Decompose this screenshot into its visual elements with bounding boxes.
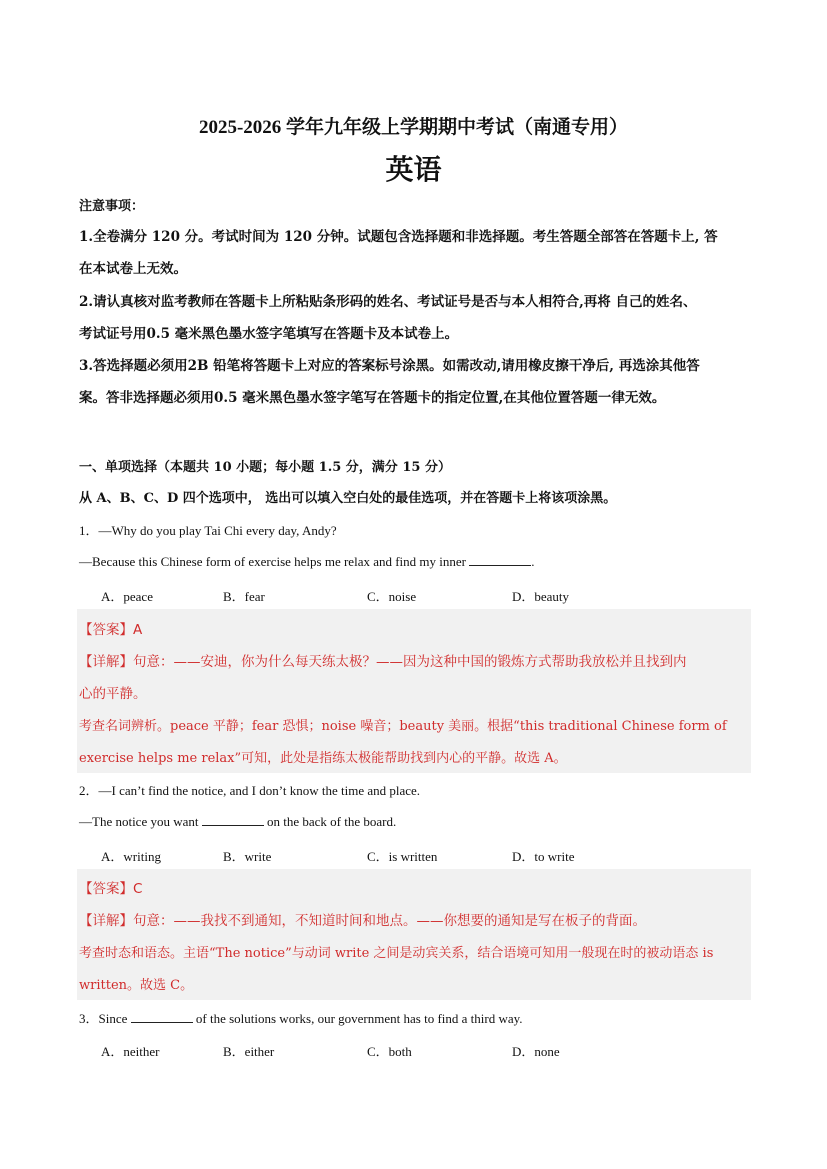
q1-detail-line1 bbox=[79, 650, 751, 670]
q1-option-b: B．fear bbox=[223, 589, 265, 604]
q2-prompt: 2．—I can’t find the notice, and I don’t know the time and place. bbox=[79, 783, 421, 798]
q2-option-b: B．write bbox=[223, 849, 272, 864]
notice-rule-2b: 考试证号用0.5 毫米黑色墨水签字笔填写在答题卡及本试卷上。 bbox=[79, 326, 459, 342]
q1-detail-text1: 句意：——安迪，你为什么每天练太极？——因为这种中国的锻炼方式帮助我放松并且找到内 bbox=[133, 654, 687, 670]
section-heading: 一、单项选择（本题共 10 小题；每小题 1.5 分，满分 15 分） bbox=[79, 460, 451, 475]
q2-response bbox=[79, 813, 751, 830]
q2-response-end: on the back of the board. bbox=[267, 814, 397, 829]
notice-heading: 注意事项： bbox=[79, 199, 145, 214]
section-instruction: 从 A、B、C、D 四个选项中， 选出可以填入空白处的最佳选项，并在答题卡上将该项涂黑。 bbox=[79, 491, 617, 506]
q1-response-end: . bbox=[531, 554, 535, 569]
q1-detail-label: 【详解】 bbox=[79, 654, 133, 670]
q1-blank bbox=[469, 553, 531, 566]
q1-detail-line4: exercise helps me relax”可知，此处是指练太极能帮助找到内心的平静。故选 A。 bbox=[79, 751, 567, 766]
q2-option-d: D．to write bbox=[512, 849, 575, 864]
q1-detail-line2: 心的平静。 bbox=[79, 686, 147, 702]
q1-answer: 【答案】A bbox=[79, 622, 143, 638]
q3-option-c: C．both bbox=[367, 1044, 412, 1059]
notice-rule-1a: 1.全卷满分 120 分。考试时间为 120 分钟。试题包含选择题和非选择题。考生答题全部答在答题卡上, 答 bbox=[79, 229, 718, 245]
notice-rule-3a: 3.答选择题必须用2B 铅笔将答题卡上对应的答案标号涂黑。如需改动,请用橡皮擦干净后, 再选涂其他答 bbox=[79, 358, 700, 374]
q3-prompt-start: 3．Since bbox=[79, 1011, 128, 1026]
q1-prompt: 1．—Why do you play Tai Chi every day, Andy? bbox=[79, 523, 337, 538]
q3-prompt bbox=[79, 1008, 751, 1027]
exam-title: 2025-2026 学年九年级上学期期中考试（南通专用） bbox=[198, 117, 629, 138]
notice-rule-1b: 在本试卷上无效。 bbox=[79, 261, 187, 277]
q1-option-a: A．peace bbox=[101, 589, 153, 604]
q3-prompt-end: of the solutions works, our government has to find a third way. bbox=[195, 1011, 523, 1026]
q2-answer: 【答案】C bbox=[79, 881, 143, 897]
notice-rule-3b: 案。答非选择题必须用0.5 毫米黑色墨水签字笔写在答题卡的指定位置,在其他位置答题一律无效。 bbox=[79, 390, 666, 406]
notice-rule-2a: 2.请认真核对监考教师在答题卡上所粘贴条形码的姓名、考试证号是否与本人相符合,再将 自己的姓名、 bbox=[79, 294, 697, 310]
q2-detail-line3: 考查时态和语态。主语“The notice”与动词 write 之间是动宾关系，结合语境可知用一般现在时的被动语态 is bbox=[79, 946, 714, 961]
q2-detail-line4: written。故选 C。 bbox=[79, 978, 194, 993]
q1-option-d: D．beauty bbox=[512, 589, 570, 604]
q1-option-c: C．noise bbox=[367, 589, 417, 604]
q2-response-start: —The notice you want bbox=[79, 814, 199, 829]
q2-option-c: C．is written bbox=[367, 849, 438, 864]
q2-detail-line1 bbox=[79, 909, 751, 929]
q2-blank bbox=[202, 813, 264, 826]
q1-response-start: —Because this Chinese form of exercise helps me relax and find my inner bbox=[79, 554, 466, 569]
subject-title: 英语 bbox=[385, 153, 442, 186]
q2-detail-text1: 句意：——我找不到通知，不知道时间和地点。——你想要的通知是写在板子的背面。 bbox=[133, 913, 646, 929]
q3-blank bbox=[131, 1010, 193, 1023]
q3-option-a: A．neither bbox=[101, 1044, 160, 1059]
q2-detail-label: 【详解】 bbox=[79, 913, 133, 929]
q1-detail-line3: 考查名词辨析。peace 平静；fear 恐惧；noise 噪音；beauty 美丽。根据“this traditional Chinese form of bbox=[79, 719, 727, 734]
q3-option-d: D．none bbox=[512, 1044, 560, 1059]
q3-option-b: B．either bbox=[223, 1044, 275, 1059]
q2-option-a: A．writing bbox=[101, 849, 161, 864]
q1-response bbox=[79, 553, 751, 570]
